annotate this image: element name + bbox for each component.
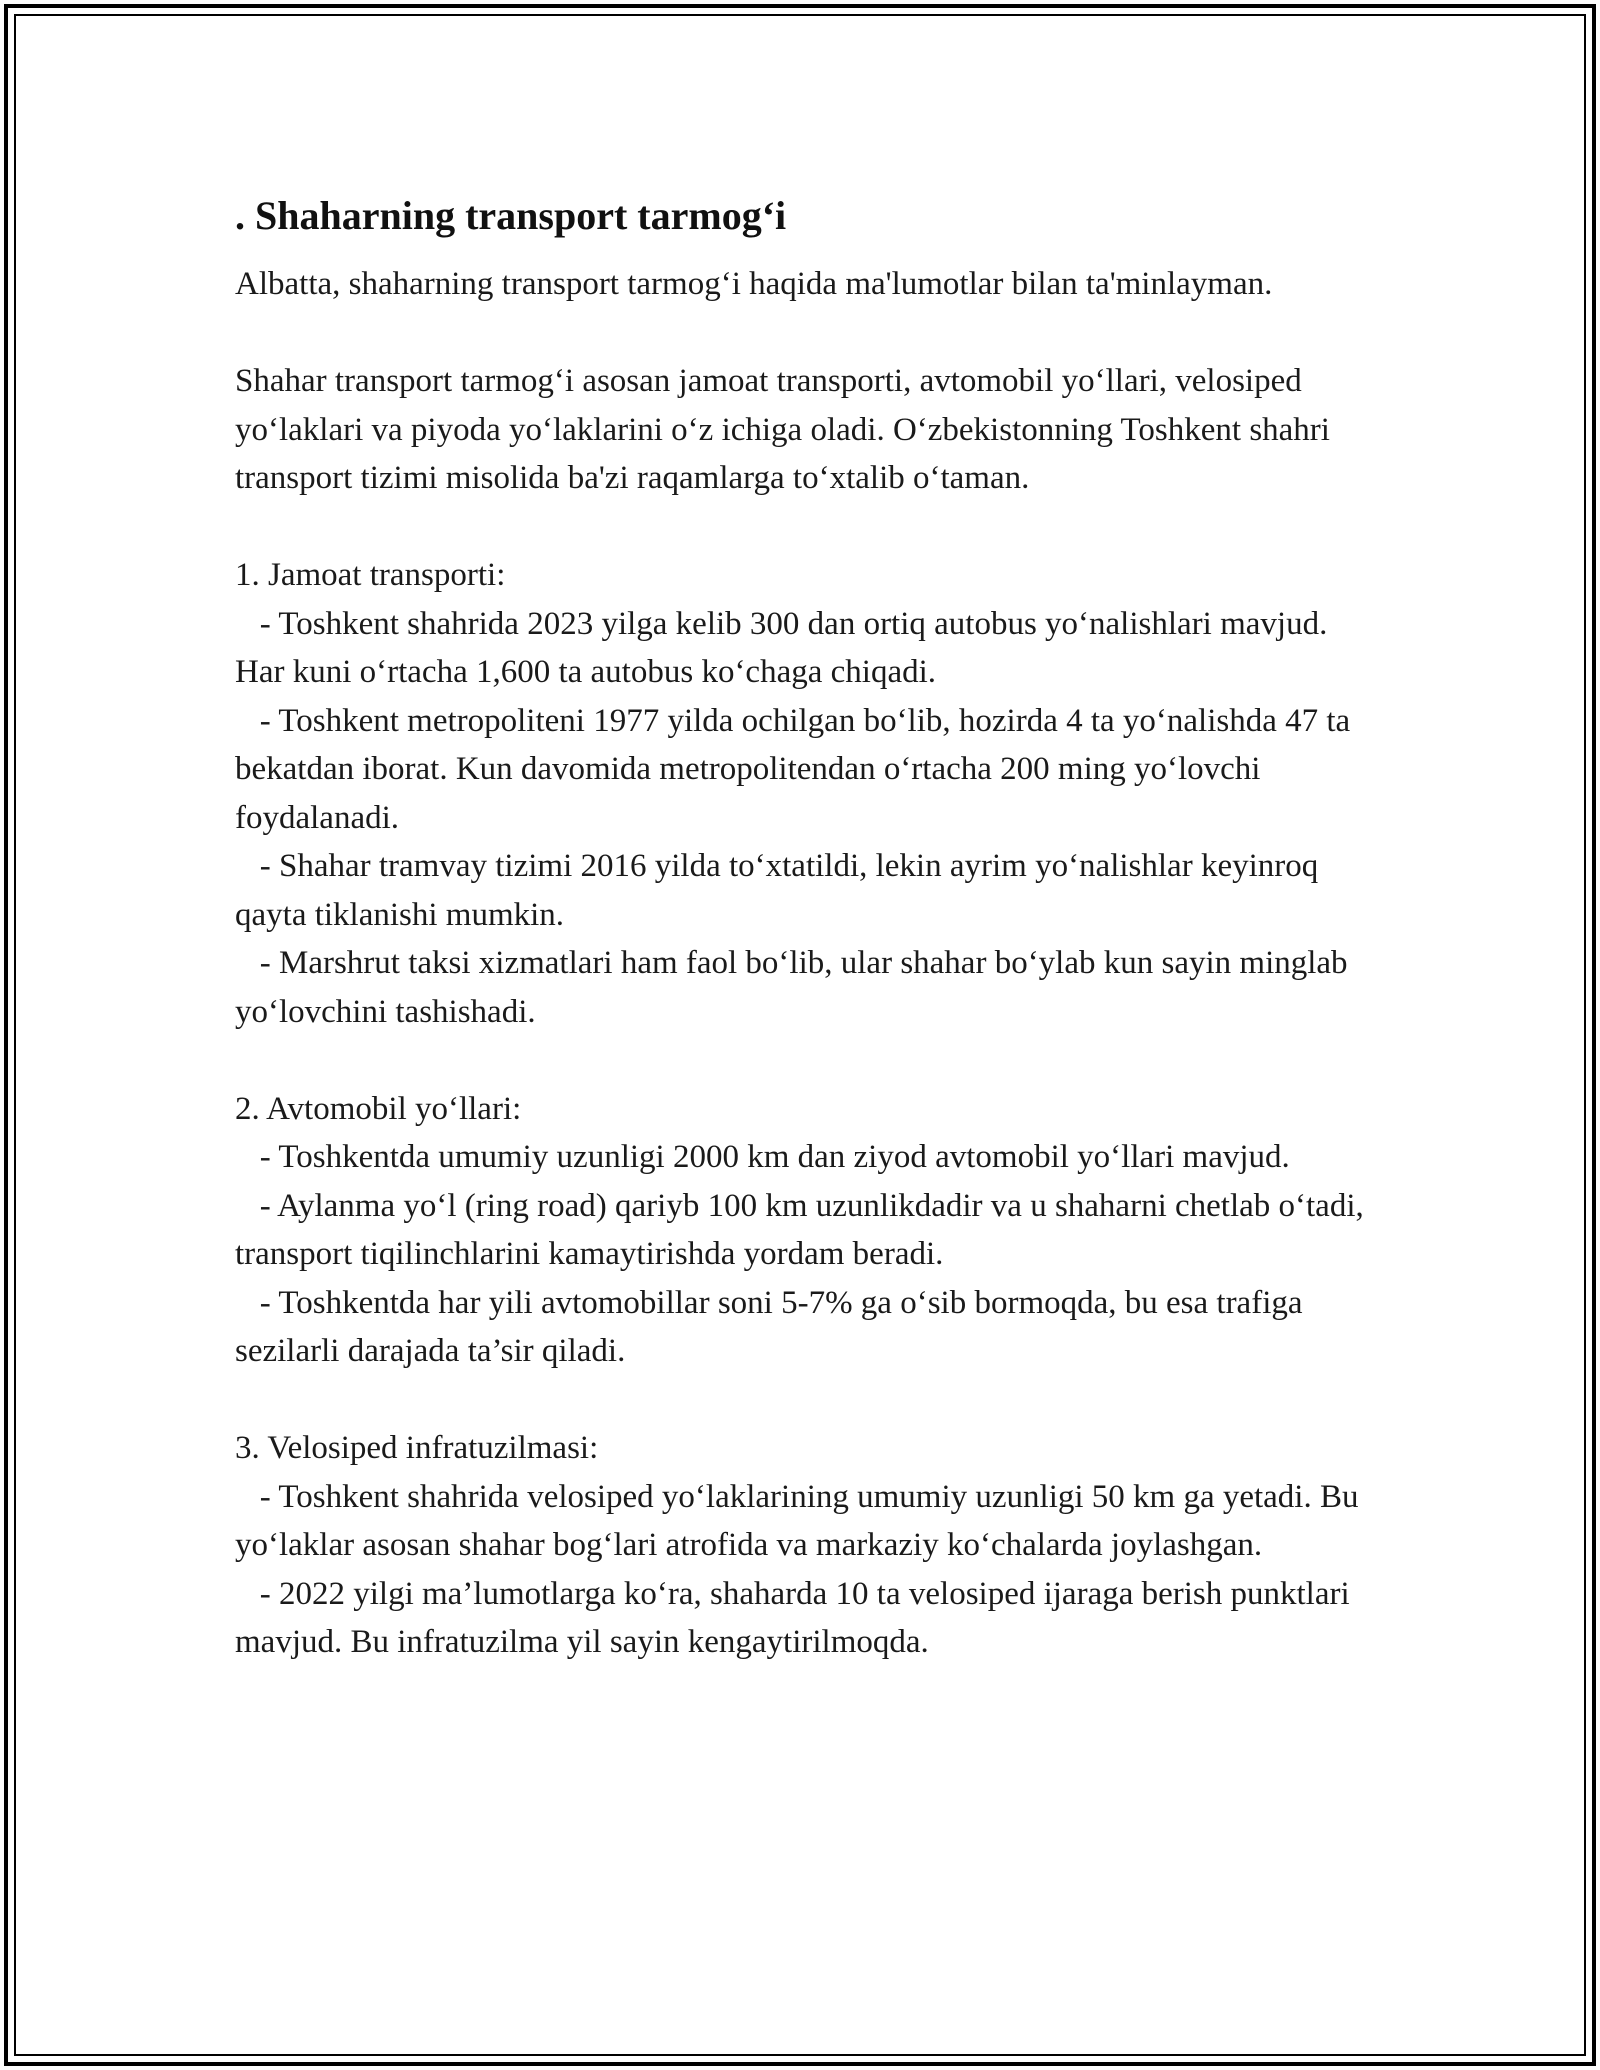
document-title: . Shaharning transport tarmog‘i [235,193,787,238]
section-public-transport [235,551,1385,1036]
list-item: - Marshrut taksi xizmatlari ham faol bo‘lib, ular shahar bo‘ylab kun sayin minglab yo‘lovchini tashishadi. [235,945,1356,1030]
list-item: - 2022 yilgi ma’lumotlarga ko‘ra, shaharda 10 ta velosiped ijaraga berish punktlari mavjud. Bu infratuzilma yil sayin kengaytirilmoqda. [235,1575,1358,1660]
paragraph-gap [235,1376,1385,1425]
paragraph-gap [235,1036,1385,1085]
section-heading: 1. Jamoat transporti: [235,557,506,593]
list-item: - Toshkent metropoliteni 1977 yilda ochilgan bo‘lib, hozirda 4 ta yo‘nalishda 47 ta bekatdan iborat. Kun davomida metropolitendan o‘rtacha 200 ming yo‘lovchi foydalanadi. [235,702,1359,836]
section-heading: 2. Avtomobil yo‘llari: [235,1090,522,1127]
list-item: - Toshkent shahrida 2023 yilga kelib 300 dan ortiq autobus yo‘nalishlari mavjud. Har kuni o‘rtacha 1,600 ta autobus ko‘chaga chiqadi. [235,605,1336,690]
list-item: - Shahar tramvay tizimi 2016 yilda to‘xtatildi, lekin ayrim yo‘nalishlar keyinroq qayta tiklanishi mumkin. [235,848,1327,933]
intro-paragraph-1: Albatta, shaharning transport tarmog‘i haqida ma'lumotlar bilan ta'minlayman. [235,266,1273,302]
section-heading: 3. Velosiped infratuzilmasi: [235,1430,599,1466]
list-item: - Toshkentda umumiy uzunligi 2000 km dan ziyod avtomobil yo‘llari mavjud. [235,1139,1290,1175]
list-item: - Toshkentda har yili avtomobillar soni 5-7% ga o‘sib bormoqda, bu esa trafiga sezilarli darajada ta’sir qiladi. [235,1284,1311,1369]
paragraph-gap [235,309,1385,358]
list-item: - Toshkent shahrida velosiped yo‘laklarining umumiy uzunligi 50 km ga yetadi. Bu yo‘laklar asosan shahar bog‘lari atrofida va markaziy ko‘chalarda joylashgan. [235,1478,1367,1563]
section-roads [235,1085,1385,1376]
section-cycling [235,1424,1385,1667]
list-item: - Aylanma yo‘l (ring road) qariyb 100 km uzunlikdadir va u shaharni chetlab o‘tadi, transport tiqilinchlarini kamaytirishda yordam beradi. [235,1187,1372,1272]
document-body [235,180,1385,1667]
intro-paragraph-2: Shahar transport tarmog‘i asosan jamoat transporti, avtomobil yo‘llari, velosiped yo‘laklari va piyoda yo‘laklarini o‘z ichiga oladi. O‘zbekistonning Toshkent shahri transport tizimi misolida ba'zi raqamlarga to‘xtalib o‘taman. [235,363,1339,496]
paragraph-gap [235,503,1385,552]
